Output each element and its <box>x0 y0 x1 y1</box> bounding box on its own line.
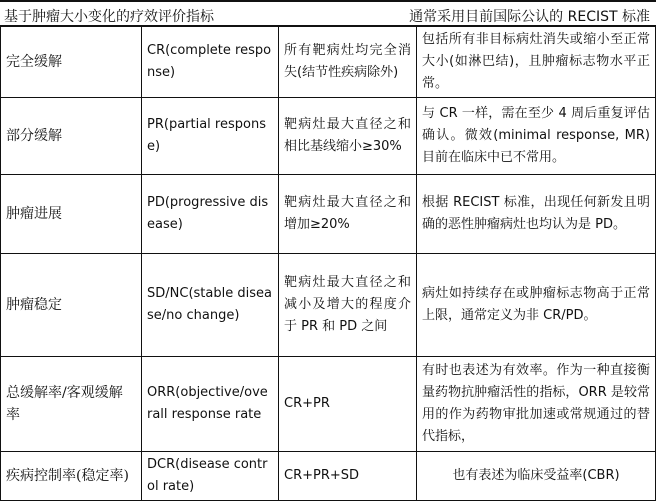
row-abbr: ORR(objective/overall response rate <box>142 357 279 452</box>
row-name: 总缓解率/客观缓解率 <box>1 357 142 452</box>
table-caption-bar <box>0 0 656 26</box>
row-desc: 包括所有非目标病灶消失或缩小至正常大小(如淋巴结)，且肿瘤标志物水平正常。 <box>417 27 656 98</box>
row-abbr: SD/NC(stable disease/no change) <box>142 254 279 357</box>
row-criteria: 所有靶病灶均完全消失(结节性疾病除外) <box>279 27 417 98</box>
row-desc: 有时也表述为有效率。作为一种直接衡量药物抗肿瘤活性的指标，ORR 是较常用的作为药物审批加速或常规通过的替代指标， <box>417 357 656 452</box>
row-abbr: DCR(disease control rate) <box>142 452 279 501</box>
table-row <box>1 98 656 175</box>
table-row <box>1 357 656 452</box>
row-desc: 与 CR 一样，需在至少 4 周后重复评估确认。微效(minimal response, MR)目前在临床中已不常用。 <box>417 98 656 175</box>
row-name: 疾病控制率(稳定率) <box>1 452 142 501</box>
efficacy-table <box>0 26 656 501</box>
row-desc: 病灶如持续存在或肿瘤标志物高于正常上限，通常定义为非 CR/PD。 <box>417 254 656 357</box>
row-name: 完全缓解 <box>1 27 142 98</box>
table-row <box>1 452 656 501</box>
row-desc: 根据 RECIST 标准，出现任何新发且明确的恶性肿瘤病灶也均认为是 PD。 <box>417 175 656 254</box>
row-name: 部分缓解 <box>1 98 142 175</box>
row-criteria: CR+PR+SD <box>279 452 417 501</box>
table-row <box>1 175 656 254</box>
row-name: 肿瘤稳定 <box>1 254 142 357</box>
table-row <box>1 254 656 357</box>
row-abbr: PR(partial response) <box>142 98 279 175</box>
row-criteria: 靶病灶最大直径之和减小及增大的程度介于 PR 和 PD 之间 <box>279 254 417 357</box>
row-abbr: CR(complete response) <box>142 27 279 98</box>
row-name: 肿瘤进展 <box>1 175 142 254</box>
table-row <box>1 27 656 98</box>
caption-standard: 通常采用目前国际公认的 RECIST 标准 <box>409 9 650 25</box>
row-criteria: CR+PR <box>279 357 417 452</box>
row-desc: 也有表述为临床受益率(CBR) <box>417 452 656 501</box>
row-criteria: 靶病灶最大直径之和相比基线缩小≥30% <box>279 98 417 175</box>
row-abbr: PD(progressive disease) <box>142 175 279 254</box>
caption-title: 基于肿瘤大小变化的疗效评价指标 <box>4 9 214 25</box>
row-criteria: 靶病灶最大直径之和增加≥20% <box>279 175 417 254</box>
